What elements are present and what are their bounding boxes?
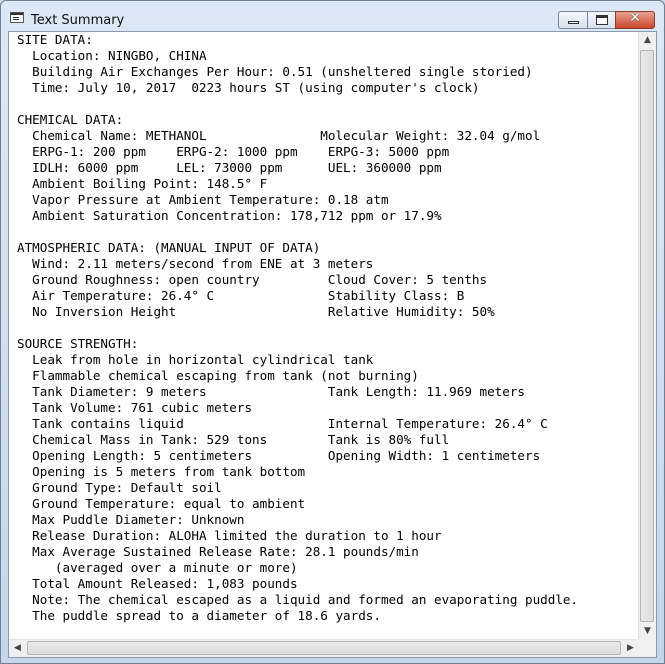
summary-line: Flammable chemical escaping from tank (not burning) [17, 368, 419, 383]
summary-line: Ambient Boiling Point: 148.5° F [17, 176, 268, 191]
minimize-button[interactable] [558, 11, 588, 29]
summary-line [17, 224, 637, 240]
summary-line [17, 320, 637, 336]
minimize-icon [568, 21, 579, 24]
summary-line: Ground Type: Default soil [17, 480, 222, 495]
summary-line: Tank contains liquid Internal Temperature: 26.4° C [17, 416, 548, 431]
maximize-button[interactable] [587, 11, 616, 29]
summary-line: Total Amount Released: 1,083 pounds [17, 576, 298, 591]
summary-line [17, 96, 637, 112]
vertical-scrollbar[interactable] [638, 32, 656, 640]
summary-line: (averaged over a minute or more) [17, 560, 298, 575]
maximize-icon [596, 15, 608, 25]
summary-line: Ground Temperature: equal to ambient [17, 496, 306, 511]
summary-text [17, 32, 637, 638]
summary-line: Ambient Saturation Concentration: 178,712 ppm or 17.9% [17, 208, 442, 223]
summary-line: Air Temperature: 26.4° C Stability Class: B [17, 288, 465, 303]
summary-line: Leak from hole in horizontal cylindrical tank [17, 352, 374, 367]
close-button[interactable] [615, 11, 655, 29]
summary-line: Wind: 2.11 meters/second from ENE at 3 meters [17, 256, 374, 271]
summary-line: SOURCE STRENGTH: [17, 336, 139, 351]
summary-line: ATMOSPHERIC DATA: (MANUAL INPUT OF DATA) [17, 240, 321, 255]
summary-line: Opening is 5 meters from tank bottom [17, 464, 306, 479]
summary-line: Note: The chemical escaped as a liquid and formed an evaporating puddle. [17, 592, 579, 607]
summary-line: IDLH: 6000 ppm LEL: 73000 ppm UEL: 360000 ppm [17, 160, 442, 175]
close-icon: ✕ [629, 10, 641, 26]
vertical-scroll-thumb[interactable] [640, 50, 654, 622]
summary-line: Opening Length: 5 centimeters Opening Width: 1 centimeters [17, 448, 541, 463]
scroll-left-arrow-icon[interactable]: ◀ [14, 643, 21, 653]
summary-line: Release Duration: ALOHA limited the duration to 1 hour [17, 528, 442, 543]
summary-line: SITE DATA: [17, 32, 93, 47]
horizontal-scroll-thumb[interactable] [27, 641, 621, 655]
app-icon[interactable] [10, 12, 24, 23]
summary-line: Max Puddle Diameter: Unknown [17, 512, 245, 527]
summary-line: Ground Roughness: open country Cloud Cover: 5 tenths [17, 272, 488, 287]
summary-line: Building Air Exchanges Per Hour: 0.51 (unsheltered single storied) [17, 64, 533, 79]
horizontal-scrollbar[interactable] [9, 639, 639, 657]
summary-line: Time: July 10, 2017 0223 hours ST (using computer's clock) [17, 80, 480, 95]
summary-line: No Inversion Height Relative Humidity: 50% [17, 304, 495, 319]
summary-line: ERPG-1: 200 ppm ERPG-2: 1000 ppm ERPG-3: 5000 ppm [17, 144, 450, 159]
scrollbar-corner [639, 640, 656, 657]
summary-line: The puddle spread to a diameter of 18.6 yards. [17, 608, 381, 623]
summary-line: Vapor Pressure at Ambient Temperature: 0.18 atm [17, 192, 389, 207]
summary-line: Location: NINGBO, CHINA [17, 48, 207, 63]
scroll-down-arrow-icon[interactable]: ▼ [644, 626, 651, 636]
scroll-up-arrow-icon[interactable]: ▲ [644, 35, 651, 45]
summary-line: Chemical Name: METHANOL Molecular Weight: 32.04 g/mol [17, 128, 541, 143]
window-title: Text Summary [31, 13, 125, 28]
text-area[interactable] [8, 31, 657, 658]
summary-line: Tank Diameter: 9 meters Tank Length: 11.969 meters [17, 384, 525, 399]
summary-line: CHEMICAL DATA: [17, 112, 124, 127]
summary-line: Max Average Sustained Release Rate: 28.1 pounds/min [17, 544, 419, 559]
summary-line: Tank Volume: 761 cubic meters [17, 400, 253, 415]
scroll-right-arrow-icon[interactable]: ▶ [627, 643, 634, 653]
summary-line: Chemical Mass in Tank: 529 tons Tank is 80% full [17, 432, 450, 447]
title-bar[interactable] [1, 1, 664, 31]
